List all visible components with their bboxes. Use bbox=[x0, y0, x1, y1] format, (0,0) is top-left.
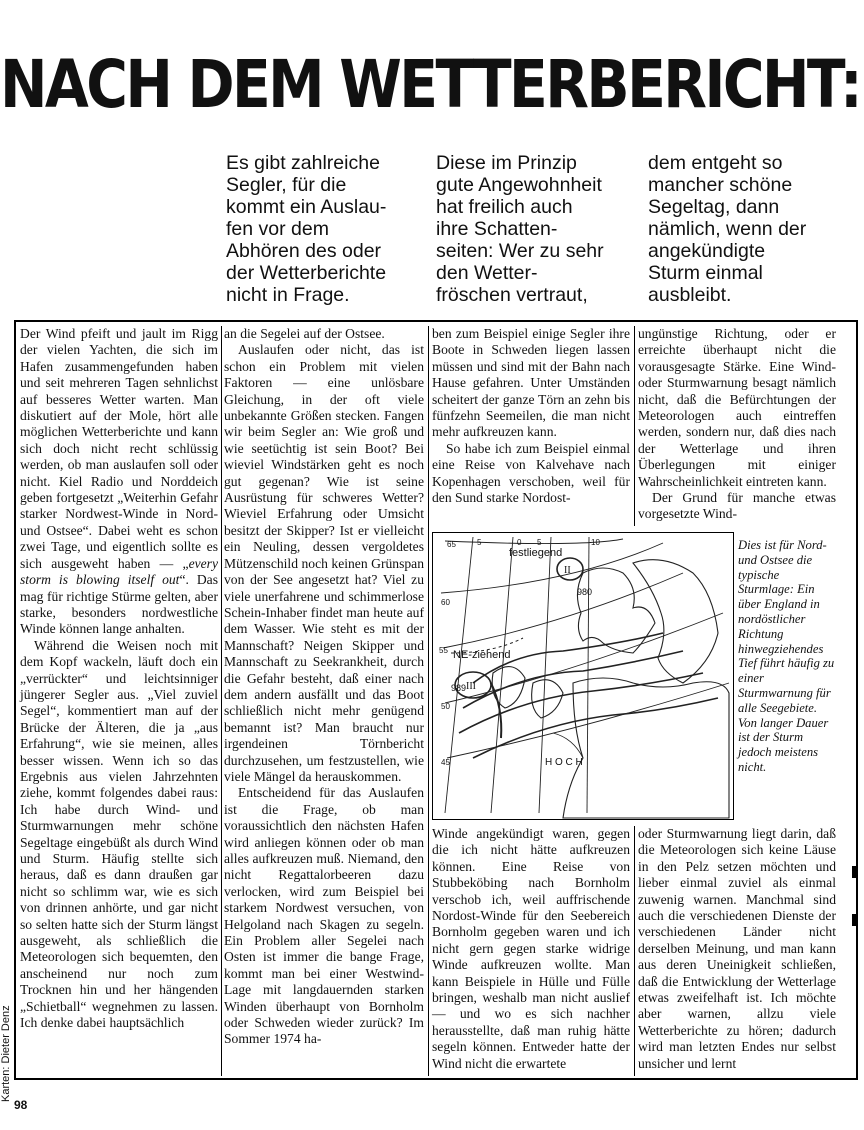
map-pressure-980: 980 bbox=[577, 587, 593, 597]
column-rule bbox=[634, 826, 635, 1076]
map-lat-label: 65 bbox=[447, 540, 456, 549]
map-lon-label: 5 bbox=[537, 538, 542, 547]
left-border bbox=[14, 320, 16, 1080]
right-border bbox=[856, 320, 858, 1080]
map-lon-label: 0 bbox=[517, 538, 522, 547]
text-run: “. Das mag für richtige Stürme gelten, aber starke, besonders nordwestliche Winde können lange anhalten. bbox=[20, 572, 218, 637]
intro-line: angekündigte bbox=[648, 240, 766, 262]
headline: NACH DEM WETTERBERICHT: bbox=[0, 46, 861, 123]
paragraph: Winde angekündigt waren, gegen die ich nicht hätte aufkreuzen können. Eine Reise von Stubbeköbing nach Bornholm verschob ich, weil auffrischende Nordost-Winde für den Seebereich Bornholm gegeben waren und ich nicht gern gegen starke widrige Winde aufkreuzen wollte. Man kann Beispiele in Hülle und Fülle bringen, weshalb man nicht auslief — und wo es sich nachher herausstellte, daß man ruhig hätte segeln können. Entweder hatte der Wind nicht die erwartete bbox=[432, 826, 630, 1071]
column-rule bbox=[428, 326, 429, 1076]
paragraph bbox=[20, 326, 218, 638]
weather-map bbox=[432, 532, 734, 820]
map-lat-label: 45 bbox=[441, 758, 450, 767]
article-column-1 bbox=[20, 326, 218, 1031]
map-low-label-left: III bbox=[466, 681, 476, 692]
paragraph: Während die Weisen noch mit dem Kopf wackeln, läuft doch ein „verrückter“ und leichtsinniger jüngerer Segler aus. „Viel zuviel Segel“, kommentiert man auf der Brücke der Älteren, die ja „aus Erfahrung“, wie sie meinen, alles besser wissen. Wenn ich so das Ergebnis aus vielen Jahrzehnten ziehe, kommt folgendes dabei raus: Ich habe durch Wind- und Sturmwarnungen mehr schöne Segeltage eingebüßt als durch Wind und Sturm. Häufig stellte sich heraus, daß es dann draußen gar nicht so schlimm war, wie es sich von drinnen anhörte, und gar nicht so selten hatte sich der Sturm längst ausgeweht, als schließlich die Meteorologen sich bequemten, den anscheinend nur noch zum Trocknen hin und her hängenden „Schietball“ wegnehmen zu lassen. Ich denke dabei hauptsächlich bbox=[20, 637, 218, 1031]
intro-line: dem entgeht so bbox=[648, 152, 783, 174]
intro-line: ihre Schatten- bbox=[436, 218, 558, 240]
intro-line: fröschen vertraut, bbox=[436, 284, 588, 306]
intro-line: hat freilich auch bbox=[436, 196, 573, 218]
text-run: Der Wind pfeift und jault im Rigg der vielen Yachten, die sich im Hafen zusammengefunden haben und seit mehreren Tagen sehnlichst auf besseres Wetter warten. Man diskutiert auf der Mole, hört alle möglichen Wetterberichte und kann sich doch nicht recht schlüssig werden, ob man auslaufen soll oder nicht. Kiel Radio und Norddeich geben fortgesetzt „Weiterhin Gefahr starker Nordwest-Winde in Nord- und Ostsee“. Dabei weht es schon zwei Tage, und eigentlich sollte es sich ausgeweht haben — „ bbox=[20, 326, 218, 571]
intro-line: mancher schöne bbox=[648, 174, 793, 196]
paragraph: oder Sturmwarnung liegt darin, daß die Meteorologen sich keine Läuse in den Pelz setzen möchten und lieber einmal zuviel als einmal zuwenig warnen. Manchmal sind auch die verschiedenen Dienste der verschiedenen Länder nicht derselben Meinung, und man kann aus deren Uneinigkeit schließen, daß die Entwicklung der Wetterlage etwas zweifelhaft ist. Ich möchte aber warnen, allzu viele Wetterberichte zu hören; dadurch wird man letzten Endes nur selbst unsicher und lernt bbox=[638, 826, 836, 1071]
article-column-2 bbox=[224, 326, 424, 1048]
map-lat-label: 55 bbox=[439, 646, 448, 655]
intro-line: gute Angewohnheit bbox=[436, 174, 602, 196]
paragraph: Auslaufen oder nicht, das ist schon ein Problem mit vielen Faktoren — eine unlösbare Gleichung, in der oft viele unbekannte Größen stecken. Fangen wir beim Segler an: Wie groß und wie seetüchtig ist sein Boot? Bei wieviel Windstärken geht es noch gut gegenan? Wie ist seine Ausrüstung für schweres Wetter? Wieviel Erfahrung oder Umsicht besitzt der Skipper? Ist er vielleicht ein Neuling, dessen vergoldetes Mützenschild noch keinen Grünspan von der See angesetzt hat? Viel zu viele unerfahrene und schimmerlose Schein-Inhaber findet man heute auf dem Wasser. Wie steht es mit der Mannschaft? Neigen Skipper und Mannschaft zu Seekrankheit, durch die Gefahr besteht, daß einer nach dem andern ausfällt und das Boot schließlich nicht mehr genügend bemannt ist? Man braucht nur irgendeinen Törnbericht durchzusehen, um festzustellen, wie viele Mängel da herauskommen. bbox=[224, 342, 424, 784]
intro-line: kommt ein Auslau- bbox=[226, 196, 387, 218]
column-rule bbox=[634, 326, 635, 526]
paragraph: Entscheidend für das Auslaufen ist die Frage, ob man voraussichtlich den nächsten Hafen wird anliegen können oder ob man alles aufkreuzen muß. Niemand, den nicht Regattalorbeeren dazu verlocken, wird zum Beispiel bei starkem Nordwest versuchen, von Helgoland nach Skagen zu segeln. Ein Problem aller Segelei nach Osten ist immer die bange Frage, kommt man bei einer Westwind-Lage mit langdauernden starken Winden überhaupt von Bornholm oder Schweden wieder zurück? Im Sommer 1974 ha- bbox=[224, 785, 424, 1047]
intro-line: nicht in Frage. bbox=[226, 284, 350, 306]
map-caption: Dies ist für Nord- und Ostsee die typische Sturmlage: Ein über England in nordöstlicher Richtung hinwegziehendes Tief führt häufig zu einer Sturmwarnung für alle Seegebiete. Von langer Dauer ist der Sturm jedoch meistens nicht. bbox=[738, 538, 835, 774]
article-column-3-top bbox=[432, 326, 630, 506]
intro-line: seiten: Wer zu sehr bbox=[436, 240, 604, 262]
intro-line: den Wetter- bbox=[436, 262, 538, 284]
map-lon-label: 5 bbox=[477, 538, 482, 547]
paragraph: Der Grund für manche etwas vorgesetzte Wind- bbox=[638, 490, 836, 522]
paragraph: ungünstige Richtung, oder er erreichte überhaupt nicht die vorausgesagte Stärke. Eine Wind- oder Sturmwarnung besagt nämlich nicht, daß die Befürchtungen der Meteorologen auch eintreffen werden, sondern nur, daß dies nach der Wetterlage und ihren Überlegungen mit einiger Wahrscheinlichkeit eintreten kann. bbox=[638, 326, 836, 489]
map-pressure-989: 989 bbox=[451, 683, 467, 693]
intro-line: Es gibt zahlreiche bbox=[226, 152, 380, 174]
column-rule bbox=[221, 326, 222, 1076]
intro-line: fen vor dem bbox=[226, 218, 329, 240]
article-column-4-bottom bbox=[638, 826, 836, 1072]
intro-column-2 bbox=[436, 152, 636, 306]
map-lat-label: 60 bbox=[441, 598, 450, 607]
weather-map-drawing bbox=[433, 533, 732, 818]
paragraph: So habe ich zum Beispiel einmal eine Reise von Kalvehave nach Kopenhagen verschoben, weil für den Sund starke Nordost- bbox=[432, 440, 630, 506]
paragraph: an die Segelei auf der Ostsee. bbox=[224, 326, 385, 341]
intro-line: der Wetterberichte bbox=[226, 262, 387, 284]
map-lon-label: 10 bbox=[591, 538, 600, 547]
paragraph: ben zum Beispiel einige Segler ihre Boote in Schweden liegen lassen müssen und sind mit der Bahn nach Hause gefahren. Unter Umständen scheitert der ganze Törn an zehn bis fünfzehn Seemeilen, die man nicht mehr aufkreuzen kann. bbox=[432, 326, 630, 440]
quote-italic: every storm is blowing itself out bbox=[20, 555, 218, 588]
intro-column-1 bbox=[226, 152, 426, 306]
intro-line: Segeltag, dann bbox=[648, 196, 780, 218]
map-lat-label: 50 bbox=[441, 702, 450, 711]
article-column-4-top bbox=[638, 326, 836, 523]
side-marker bbox=[852, 914, 858, 926]
intro-line: ausbleibt. bbox=[648, 284, 732, 306]
intro-line: Segler, für die bbox=[226, 174, 347, 196]
map-label-hoch: H O C H bbox=[545, 757, 583, 768]
intro-line: Sturm einmal bbox=[648, 262, 763, 284]
top-rule bbox=[14, 320, 858, 322]
bottom-rule bbox=[14, 1078, 858, 1080]
article-column-3-bottom bbox=[432, 826, 630, 1072]
side-marker bbox=[852, 866, 858, 878]
intro-line: nämlich, wenn der bbox=[648, 218, 807, 240]
map-label-ne-ziehend: NE-ziehend bbox=[453, 649, 511, 661]
page-number: 98 bbox=[14, 1098, 28, 1112]
intro-line: Diese im Prinzip bbox=[436, 152, 577, 174]
intro-line: Abhören des oder bbox=[226, 240, 382, 262]
map-label-festliegend: festliegend bbox=[509, 547, 563, 559]
intro-column-3 bbox=[648, 152, 848, 306]
map-credit: Karten: Dieter Denz bbox=[0, 1005, 12, 1102]
map-low-label-top: II bbox=[564, 565, 571, 576]
